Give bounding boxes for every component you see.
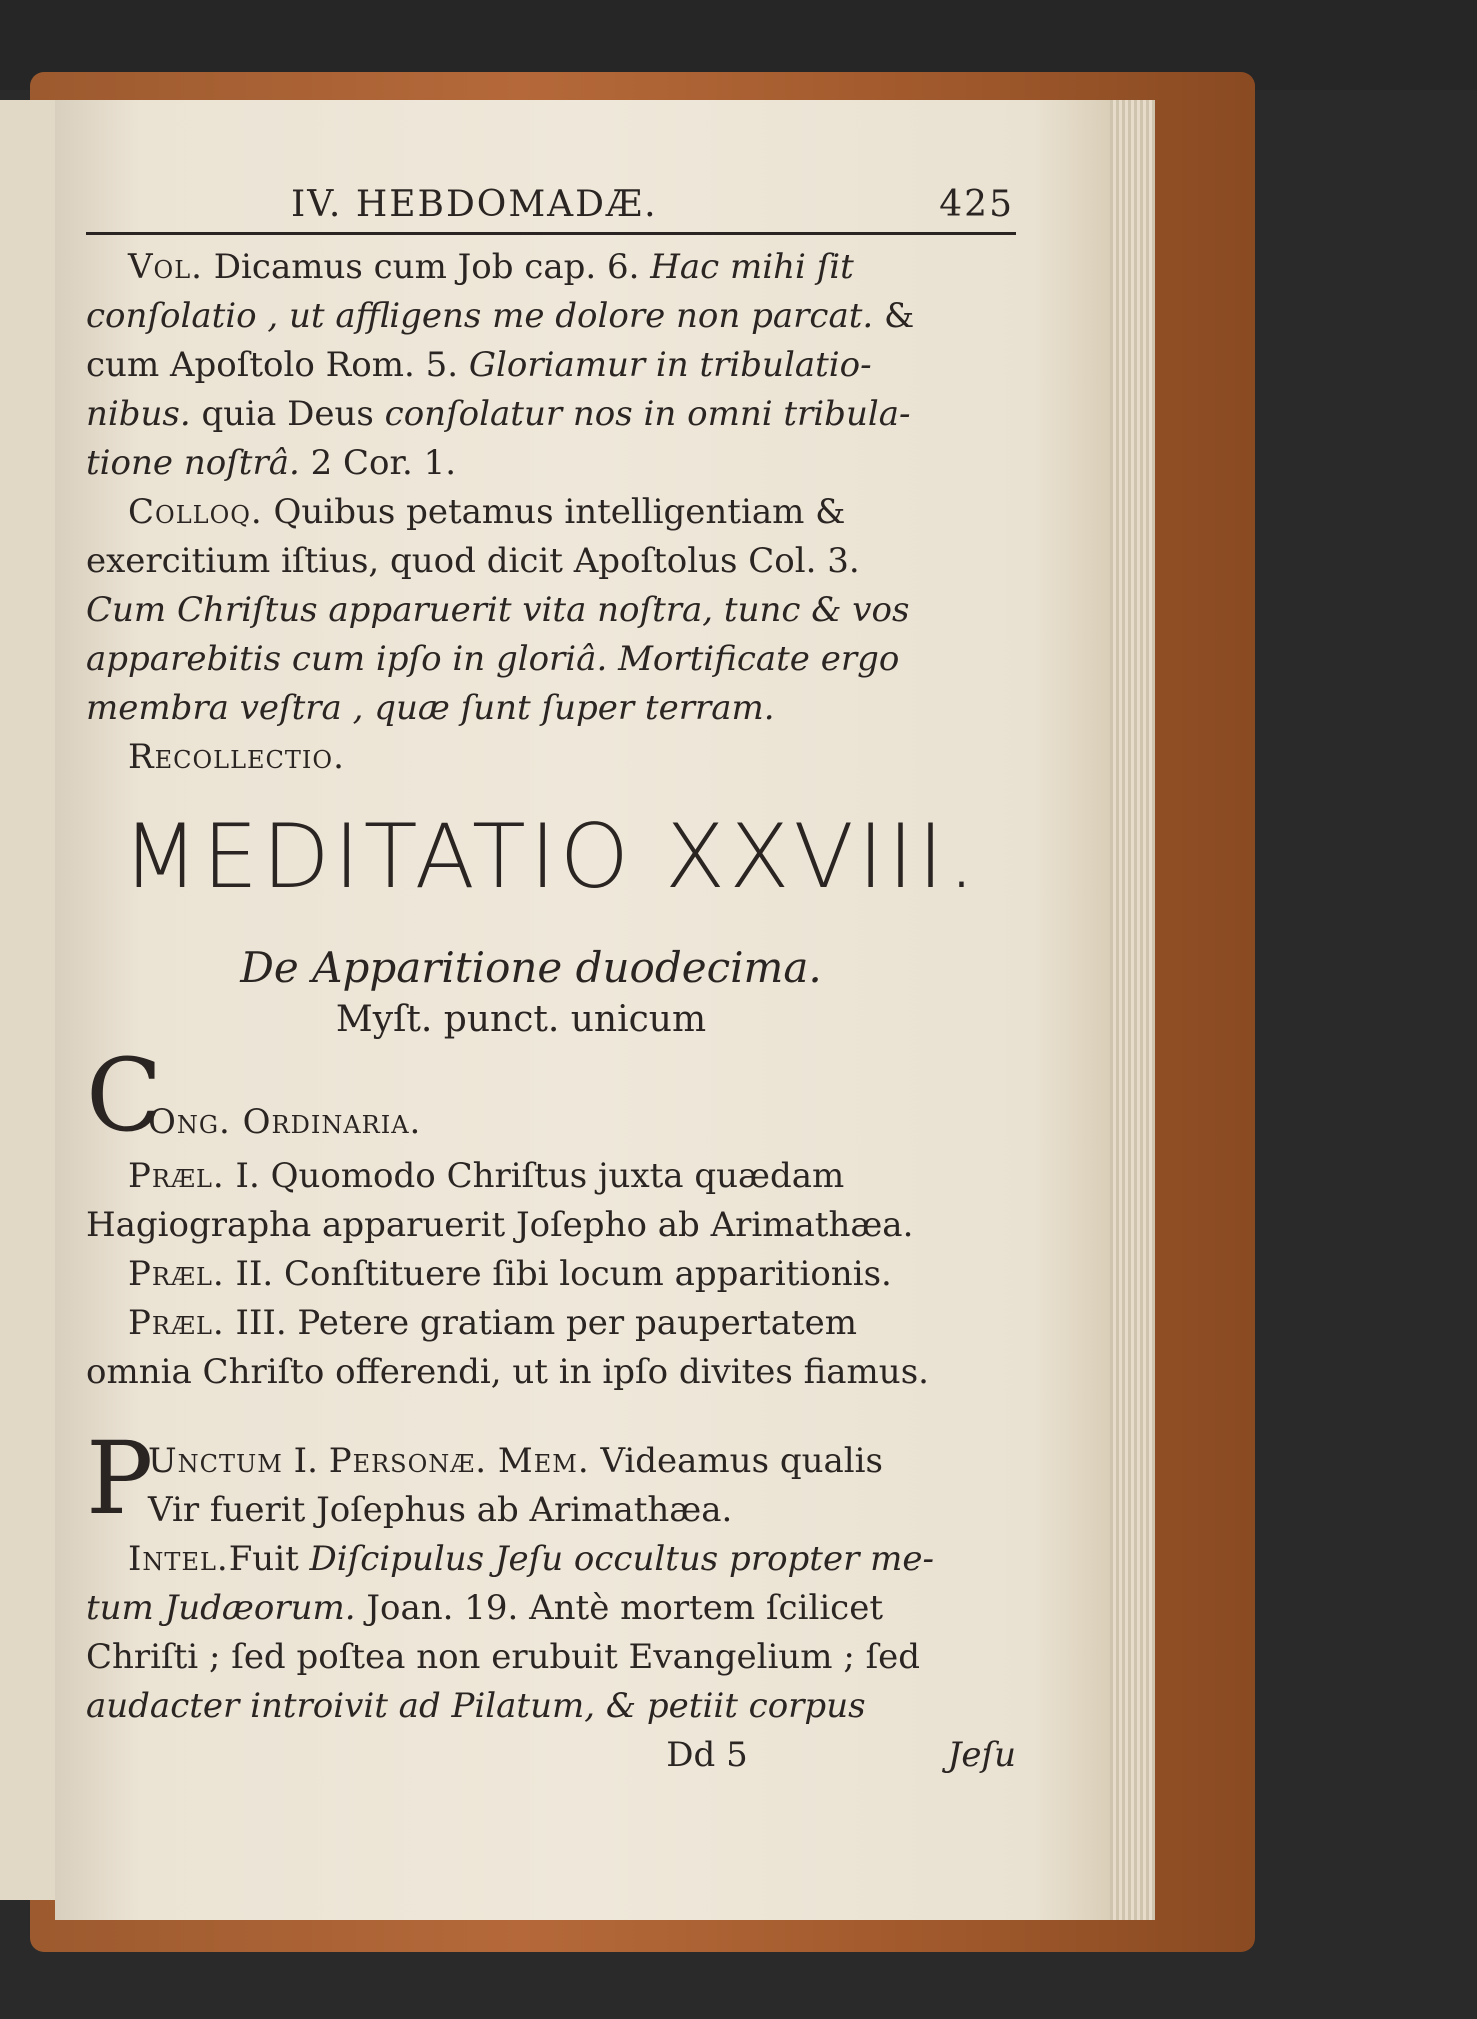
meditation-subsubtitle: Myſt. punct. unicum (335, 999, 707, 1040)
section-gap (86, 1397, 1016, 1437)
text-run: tione noſtrâ. (86, 443, 300, 483)
text-run: Hac mihi ſit (650, 247, 854, 287)
colloquium-block (86, 488, 1016, 782)
text-run: omnia Chriſto offerendi, ut in ipſo divites fiamus. (86, 1352, 929, 1392)
text-run: Recollectio. (128, 737, 345, 777)
text-line (86, 1152, 1016, 1201)
text-run: conſolatur nos in omni tribula- (384, 394, 911, 434)
text-run: Præl. (128, 1254, 225, 1294)
text-line (86, 1535, 1016, 1584)
meditation-title: MEDITATIO XXVIII. (122, 805, 980, 908)
cong-paragraph (86, 1037, 1016, 1154)
text-line (86, 684, 1016, 733)
header-rule (86, 232, 1016, 235)
text-run: & (873, 296, 915, 336)
text-run: Diſcipulus Jeſu occultus propter me- (309, 1539, 934, 1579)
text-run: Vir fuerit Joſephus ab Arimathæa. (148, 1490, 733, 1530)
text-run: exercitium iſtius, quod dicit Apoſtolus Col. 3. (86, 541, 860, 581)
text-line (86, 243, 1016, 292)
text-run: Quibus petamus intelligentiam & (262, 492, 846, 532)
text-run: membra veſtra , quæ ſunt ſuper terram. (86, 688, 775, 728)
text-line (86, 733, 1016, 782)
text-run: Hagiographa apparuerit Joſepho ab Arimathæa. (86, 1205, 914, 1245)
page-footer (86, 1731, 1016, 1780)
text-run: Colloq. (128, 492, 263, 532)
text-line (86, 1584, 1016, 1633)
text-run: Gloriamur in tribulatio- (468, 345, 872, 385)
text-line (86, 635, 1016, 684)
text-line (86, 439, 1016, 488)
text-run: apparebitis cum ipſo in gloriâ. Mortificate ergo (86, 639, 900, 679)
text-run: audacter introivit ad Pilatum, & petiit corpus (86, 1686, 866, 1726)
text-line (86, 1682, 1016, 1731)
text-run: conſolatio , ut affligens me dolore non parcat. (86, 296, 874, 336)
text-run: Personæ. (328, 1441, 488, 1481)
page-number: 425 (939, 184, 1014, 225)
text-line (86, 1250, 1016, 1299)
text-run: Vol. (128, 247, 203, 287)
intellectus-block (86, 1535, 1016, 1731)
text-line (86, 488, 1016, 537)
text-line (86, 292, 1016, 341)
text-run: Dicamus cum Job cap. 6. (202, 247, 651, 287)
signature-mark: Dd 5 (666, 1735, 748, 1775)
text-line (86, 586, 1016, 635)
punctum-paragraph (86, 1420, 1016, 1537)
running-head-title: IV. HEBDOMADÆ. (291, 184, 658, 225)
text-run: Chriſti ; ſed poſtea non erubuit Evangelium ; ſed (86, 1637, 921, 1677)
left-page-edge (0, 100, 62, 1900)
punctum-line-1 (148, 1437, 1016, 1486)
text-run: 2 Cor. 1. (299, 443, 457, 483)
text-run: Præl. (128, 1156, 225, 1196)
text-run: Intel. (128, 1539, 229, 1579)
text-line (86, 1633, 1016, 1682)
text-run: I. Quomodo Chriſtus juxta quædam (224, 1156, 845, 1196)
text-run: III. Petere gratiam per paupertatem (224, 1303, 857, 1343)
text-run: Præl. (128, 1303, 225, 1343)
punctum-line-2 (148, 1486, 1016, 1535)
running-head (86, 180, 1016, 232)
text-line (86, 1201, 1016, 1250)
text-run: Cum Chriſtus apparuerit vita noſtra, tunc & vos (86, 590, 910, 630)
dropcap-c: C (86, 1037, 163, 1154)
text-run: I. (282, 1441, 329, 1481)
text-line (86, 1348, 1016, 1397)
text-run: Fuit (228, 1539, 310, 1579)
page-text (86, 180, 1016, 1780)
text-line (86, 1299, 1016, 1348)
text-run: Joan. 19. Antè mortem ſcilicet (355, 1588, 884, 1628)
text-run: cum Apoſtolo Rom. 5. (86, 345, 469, 385)
page-edges (1110, 100, 1155, 1920)
text-line (86, 341, 1016, 390)
catchword: Jeſu (947, 1735, 1016, 1775)
opening-block (86, 243, 1016, 488)
dropcap-p: P (86, 1420, 154, 1537)
meditation-subtitle: De Apparitione duodecima. (240, 943, 822, 992)
text-run: Unctum (148, 1441, 283, 1481)
text-line (86, 537, 1016, 586)
cong-text: Ong. Ordinaria. (148, 1102, 422, 1142)
text-run: Videamus qualis (589, 1441, 883, 1481)
text-run: quia Deus (190, 394, 385, 434)
text-run: Mem. (497, 1441, 590, 1481)
text-run (487, 1441, 498, 1481)
praeludia-block (86, 1152, 1016, 1397)
text-run: nibus. (86, 394, 191, 434)
text-line (86, 390, 1016, 439)
text-run: II. Conſtituere ſibi locum apparitionis. (224, 1254, 892, 1294)
text-run: tum Judæorum. (86, 1588, 356, 1628)
